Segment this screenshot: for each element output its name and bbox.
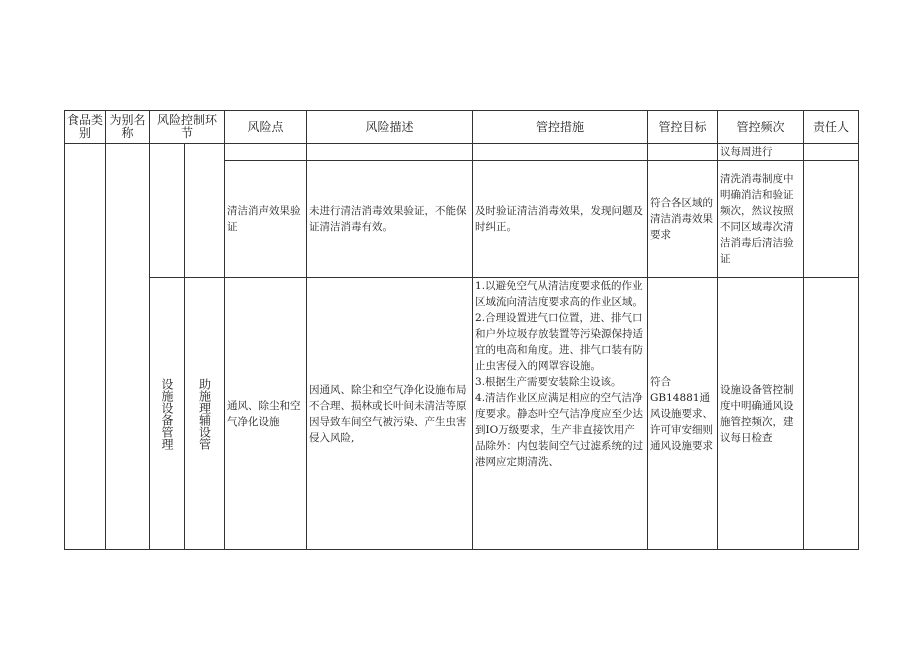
header-risk-control-stage: 风险控制环节	[150, 111, 225, 144]
stage-sub-label: 助施理辅设管	[197, 377, 212, 450]
header-control-measures: 管控措施	[473, 111, 648, 144]
measure-item-3: 3.根据生产需要安装除尘设该。	[475, 376, 622, 388]
responsible-cell-ventilation	[804, 278, 859, 550]
risk-description-ventilation: 因通风、除尘和空气净化设施布局不合理、损林或长叶间未清洁等原因导致车间空气被污染、产生虫害侵入风险,	[307, 278, 473, 550]
control-target-cleaning: 符合各区域的清洁消毒效果要求	[648, 161, 718, 278]
header-risk-point: 风险点	[225, 111, 307, 144]
control-target-cell-carry	[648, 144, 718, 161]
header-control-target: 管控目标	[648, 111, 718, 144]
header-responsible: 责任人	[804, 111, 859, 144]
responsible-cell-cleaning	[804, 161, 859, 278]
control-measures-cleaning: 及时验证清洁消毒效果，发现问题及时纠正。	[473, 161, 648, 278]
header-row	[65, 111, 859, 144]
control-target-ventilation: 符合GB14881通风设施要求、许可审安细则通风设施要求	[648, 278, 718, 550]
category-name-cell	[106, 144, 150, 550]
control-frequency-carry: 议每周进行	[718, 144, 804, 161]
responsible-cell-carry	[804, 144, 859, 161]
header-food-category: 食品类别	[65, 111, 106, 144]
food-category-cell	[65, 144, 106, 550]
header-category-name: 为别名称	[106, 111, 150, 144]
stage-main-label: 设施设备管理	[160, 377, 174, 450]
header-risk-description: 风险描述	[307, 111, 473, 144]
control-frequency-ventilation: 设施设备管控制度中明确通风设施管控频次，建议每日检查	[718, 278, 804, 550]
risk-point-cell-carry	[225, 144, 307, 161]
control-frequency-cleaning: 清洗消毒制度中明确消洁和验证频次，然议按照不同区域毒次清洁消毒后清洁验证	[718, 161, 804, 278]
stage-main-cell	[150, 278, 185, 550]
risk-description-cell-carry	[307, 144, 473, 161]
risk-point-ventilation: 通风、除尘和空气净化设施	[225, 278, 307, 550]
risk-point-cleaning: 清洁消声效果验证	[225, 161, 307, 278]
control-measures-cell-carry	[473, 144, 648, 161]
risk-description-cleaning: 未进行清洁消毒效果验证，不能保证清洁消毒有效。	[307, 161, 473, 278]
stage-main-cell-upper	[150, 144, 185, 278]
measure-item-2: 2.合理设置进气口位置，进、排气口和户外垃圾存放装置等污染源保持适宜的电高和角度。进、排气口装有防止虫害侵入的网罩容设施。	[475, 312, 644, 372]
measure-item-1: 1.以避免空气从清洁度要求低的作业区域流向清洁度要求高的作业区域。	[475, 280, 644, 308]
control-measures-ventilation	[473, 278, 648, 550]
table-row-carry	[65, 144, 859, 161]
header-control-frequency: 管控频次	[718, 111, 804, 144]
stage-sub-cell-upper	[185, 144, 225, 278]
measure-item-4: 4.清洁作业区应满足相应的空气洁净度要求。静态叶空气洁净度应至少达到IO万级要求，生产非直接饮用产品除外：内包装间空气过滤系统的过港网应定期清洗、	[475, 392, 644, 468]
risk-control-table	[64, 110, 859, 550]
stage-sub-cell	[185, 278, 225, 550]
table-row-ventilation	[65, 278, 859, 550]
